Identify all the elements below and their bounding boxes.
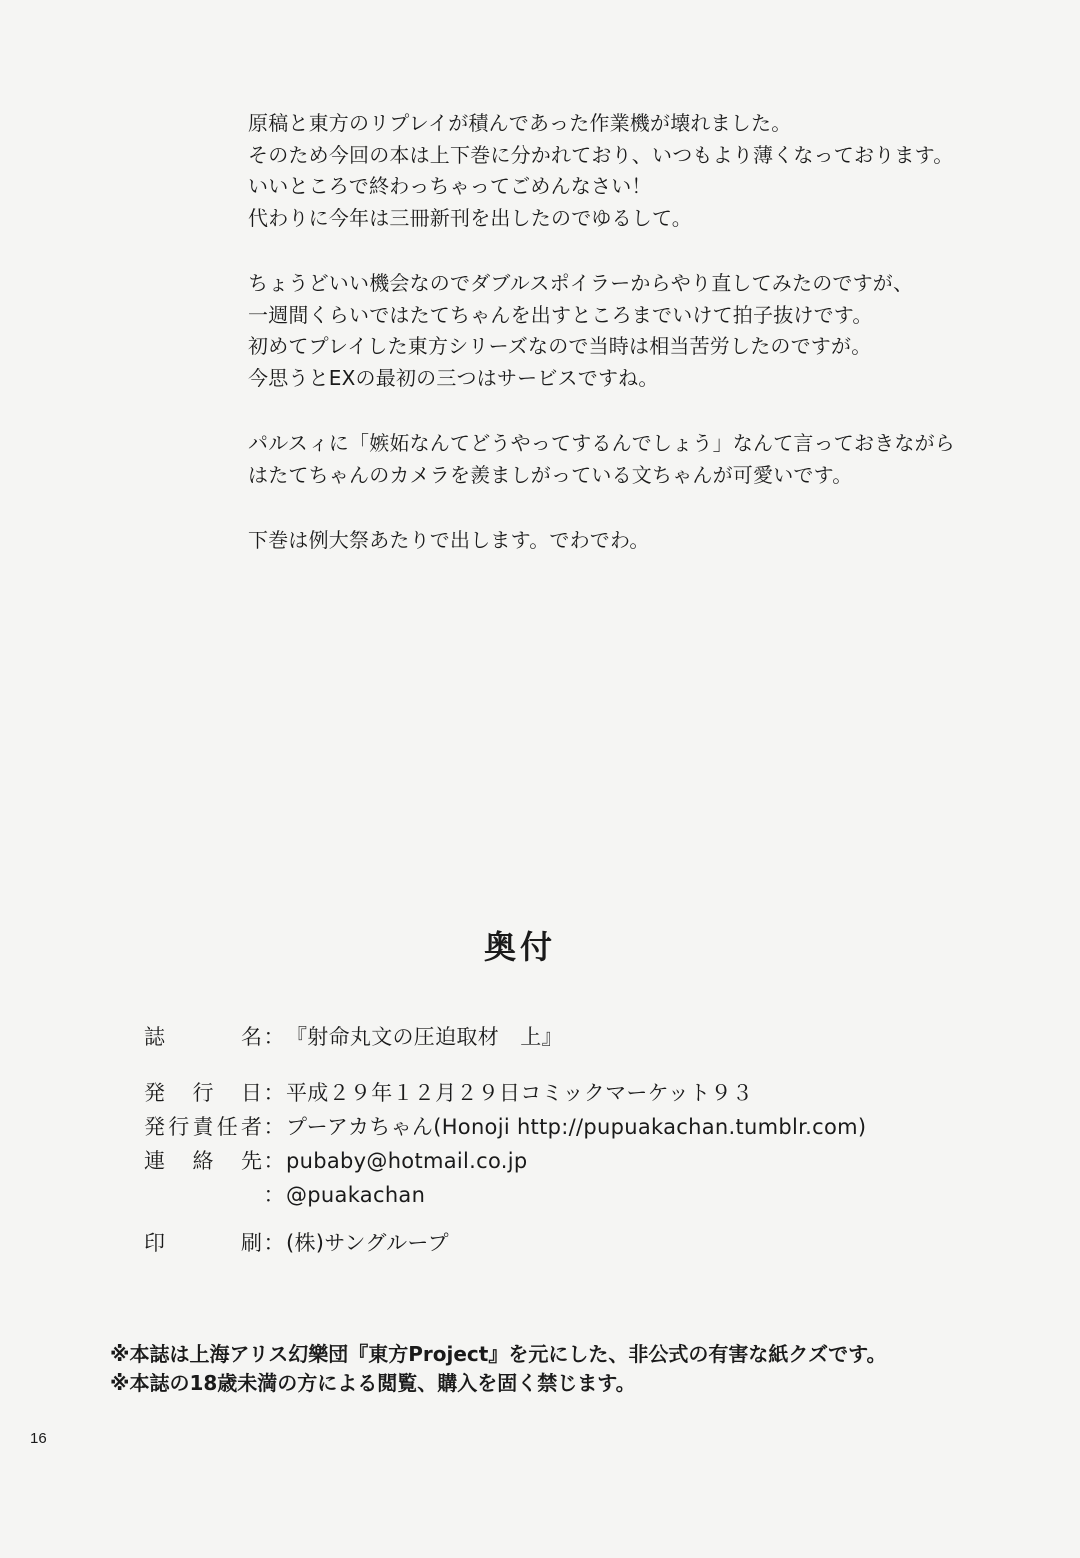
row-label bbox=[144, 1020, 262, 1054]
disclaimer-note: ※本誌の18歳未満の方による閲覧、購入を固く禁じます。 bbox=[110, 1371, 636, 1395]
row-value: プーアカちゃん(Honoji http://pupuakachan.tumblr.com) bbox=[286, 1115, 867, 1139]
afterword-line: 初めてプレイした東方シリーズなので当時は相当苦労したのですが。 bbox=[248, 334, 872, 358]
label-char: 者 bbox=[241, 1115, 262, 1139]
label-char: 連 bbox=[144, 1149, 165, 1173]
row-value: @puakachan bbox=[286, 1183, 426, 1207]
row-value: pubaby@hotmail.co.jp bbox=[286, 1149, 528, 1173]
page-number: 16 bbox=[30, 1430, 47, 1447]
row-separator: ： bbox=[263, 1183, 285, 1207]
afterword-paragraph bbox=[248, 268, 1008, 394]
label-char: 発 bbox=[144, 1115, 165, 1139]
afterword bbox=[248, 108, 1008, 591]
afterword-line: 原稿と東方のリプレイが積んであった作業機が壊れました。 bbox=[248, 111, 792, 135]
colophon-title: 奥付 bbox=[483, 928, 556, 966]
afterword-paragraph bbox=[248, 428, 1008, 491]
afterword-line: 下巻は例大祭あたりで出します。でわでわ。 bbox=[248, 528, 650, 552]
row-label bbox=[144, 1226, 262, 1260]
label-char: 責 bbox=[192, 1115, 214, 1139]
afterword-line: そのため今回の本は上下巻に分かれており、いつもより薄くなっております。 bbox=[248, 142, 954, 167]
disclaimer-note: ※本誌は上海アリス幻樂団『東方Project』を元にした、非公式の有害な紙クズです。 bbox=[110, 1342, 887, 1366]
row-value: 『射命丸文の圧迫取材 上』 bbox=[286, 1025, 563, 1049]
row-value: 平成２９年１２月２９日コミックマーケット９３ bbox=[286, 1081, 754, 1105]
label-char: 行 bbox=[168, 1115, 190, 1139]
colophon-row-title bbox=[144, 1020, 1044, 1054]
label-char: 誌 bbox=[144, 1025, 165, 1049]
label-char: 行 bbox=[192, 1081, 214, 1105]
colophon-row-contact-2 bbox=[144, 1178, 1044, 1212]
afterword-line: はたてちゃんのカメラを羨ましがっている文ちゃんが可愛いです。 bbox=[248, 462, 853, 487]
afterword-line: 一週間くらいではたてちゃんを出すところまでいけて拍子抜けです。 bbox=[248, 302, 873, 327]
afterword-paragraph bbox=[248, 108, 1008, 234]
row-label bbox=[144, 1144, 262, 1178]
disclaimer-notes bbox=[110, 1340, 1010, 1398]
afterword-line: パルスィに「嫉妬なんてどうやってするんでしょう」なんて言っておきながら bbox=[248, 431, 955, 455]
afterword-line: 今思うとEXの最初の三つはサービスですね。 bbox=[248, 365, 659, 390]
row-separator: ： bbox=[263, 1115, 285, 1139]
label-char: 名 bbox=[241, 1025, 262, 1049]
label-char: 先 bbox=[241, 1149, 262, 1173]
label-char: 印 bbox=[144, 1231, 165, 1255]
colophon-row-contact bbox=[144, 1144, 1044, 1178]
afterword-line: 代わりに今年は三冊新刊を出したのでゆるして。 bbox=[248, 205, 692, 230]
colophon-row-publisher bbox=[144, 1110, 1044, 1144]
label-char: 絡 bbox=[192, 1149, 214, 1173]
afterword-line: ちょうどいい機会なのでダブルスポイラーからやり直してみたのですが、 bbox=[248, 271, 914, 295]
label-char: 任 bbox=[216, 1115, 238, 1139]
row-value: (株)サングループ bbox=[286, 1231, 449, 1255]
row-label bbox=[144, 1110, 262, 1144]
label-char: 日 bbox=[241, 1081, 262, 1105]
afterword-line: いいところで終わっちゃってごめんなさい！ bbox=[248, 174, 652, 198]
colophon bbox=[144, 1020, 1044, 1260]
row-separator: ： bbox=[263, 1149, 285, 1173]
label-char: 発 bbox=[144, 1081, 165, 1105]
row-separator: ： bbox=[263, 1231, 285, 1255]
colophon-row-date bbox=[144, 1076, 1044, 1110]
row-separator: ： bbox=[263, 1081, 285, 1105]
label-char: 刷 bbox=[241, 1231, 262, 1255]
row-label bbox=[144, 1076, 262, 1110]
row-separator: ： bbox=[263, 1025, 285, 1049]
colophon-row-printer bbox=[144, 1226, 1044, 1260]
afterword-paragraph bbox=[248, 525, 1008, 557]
